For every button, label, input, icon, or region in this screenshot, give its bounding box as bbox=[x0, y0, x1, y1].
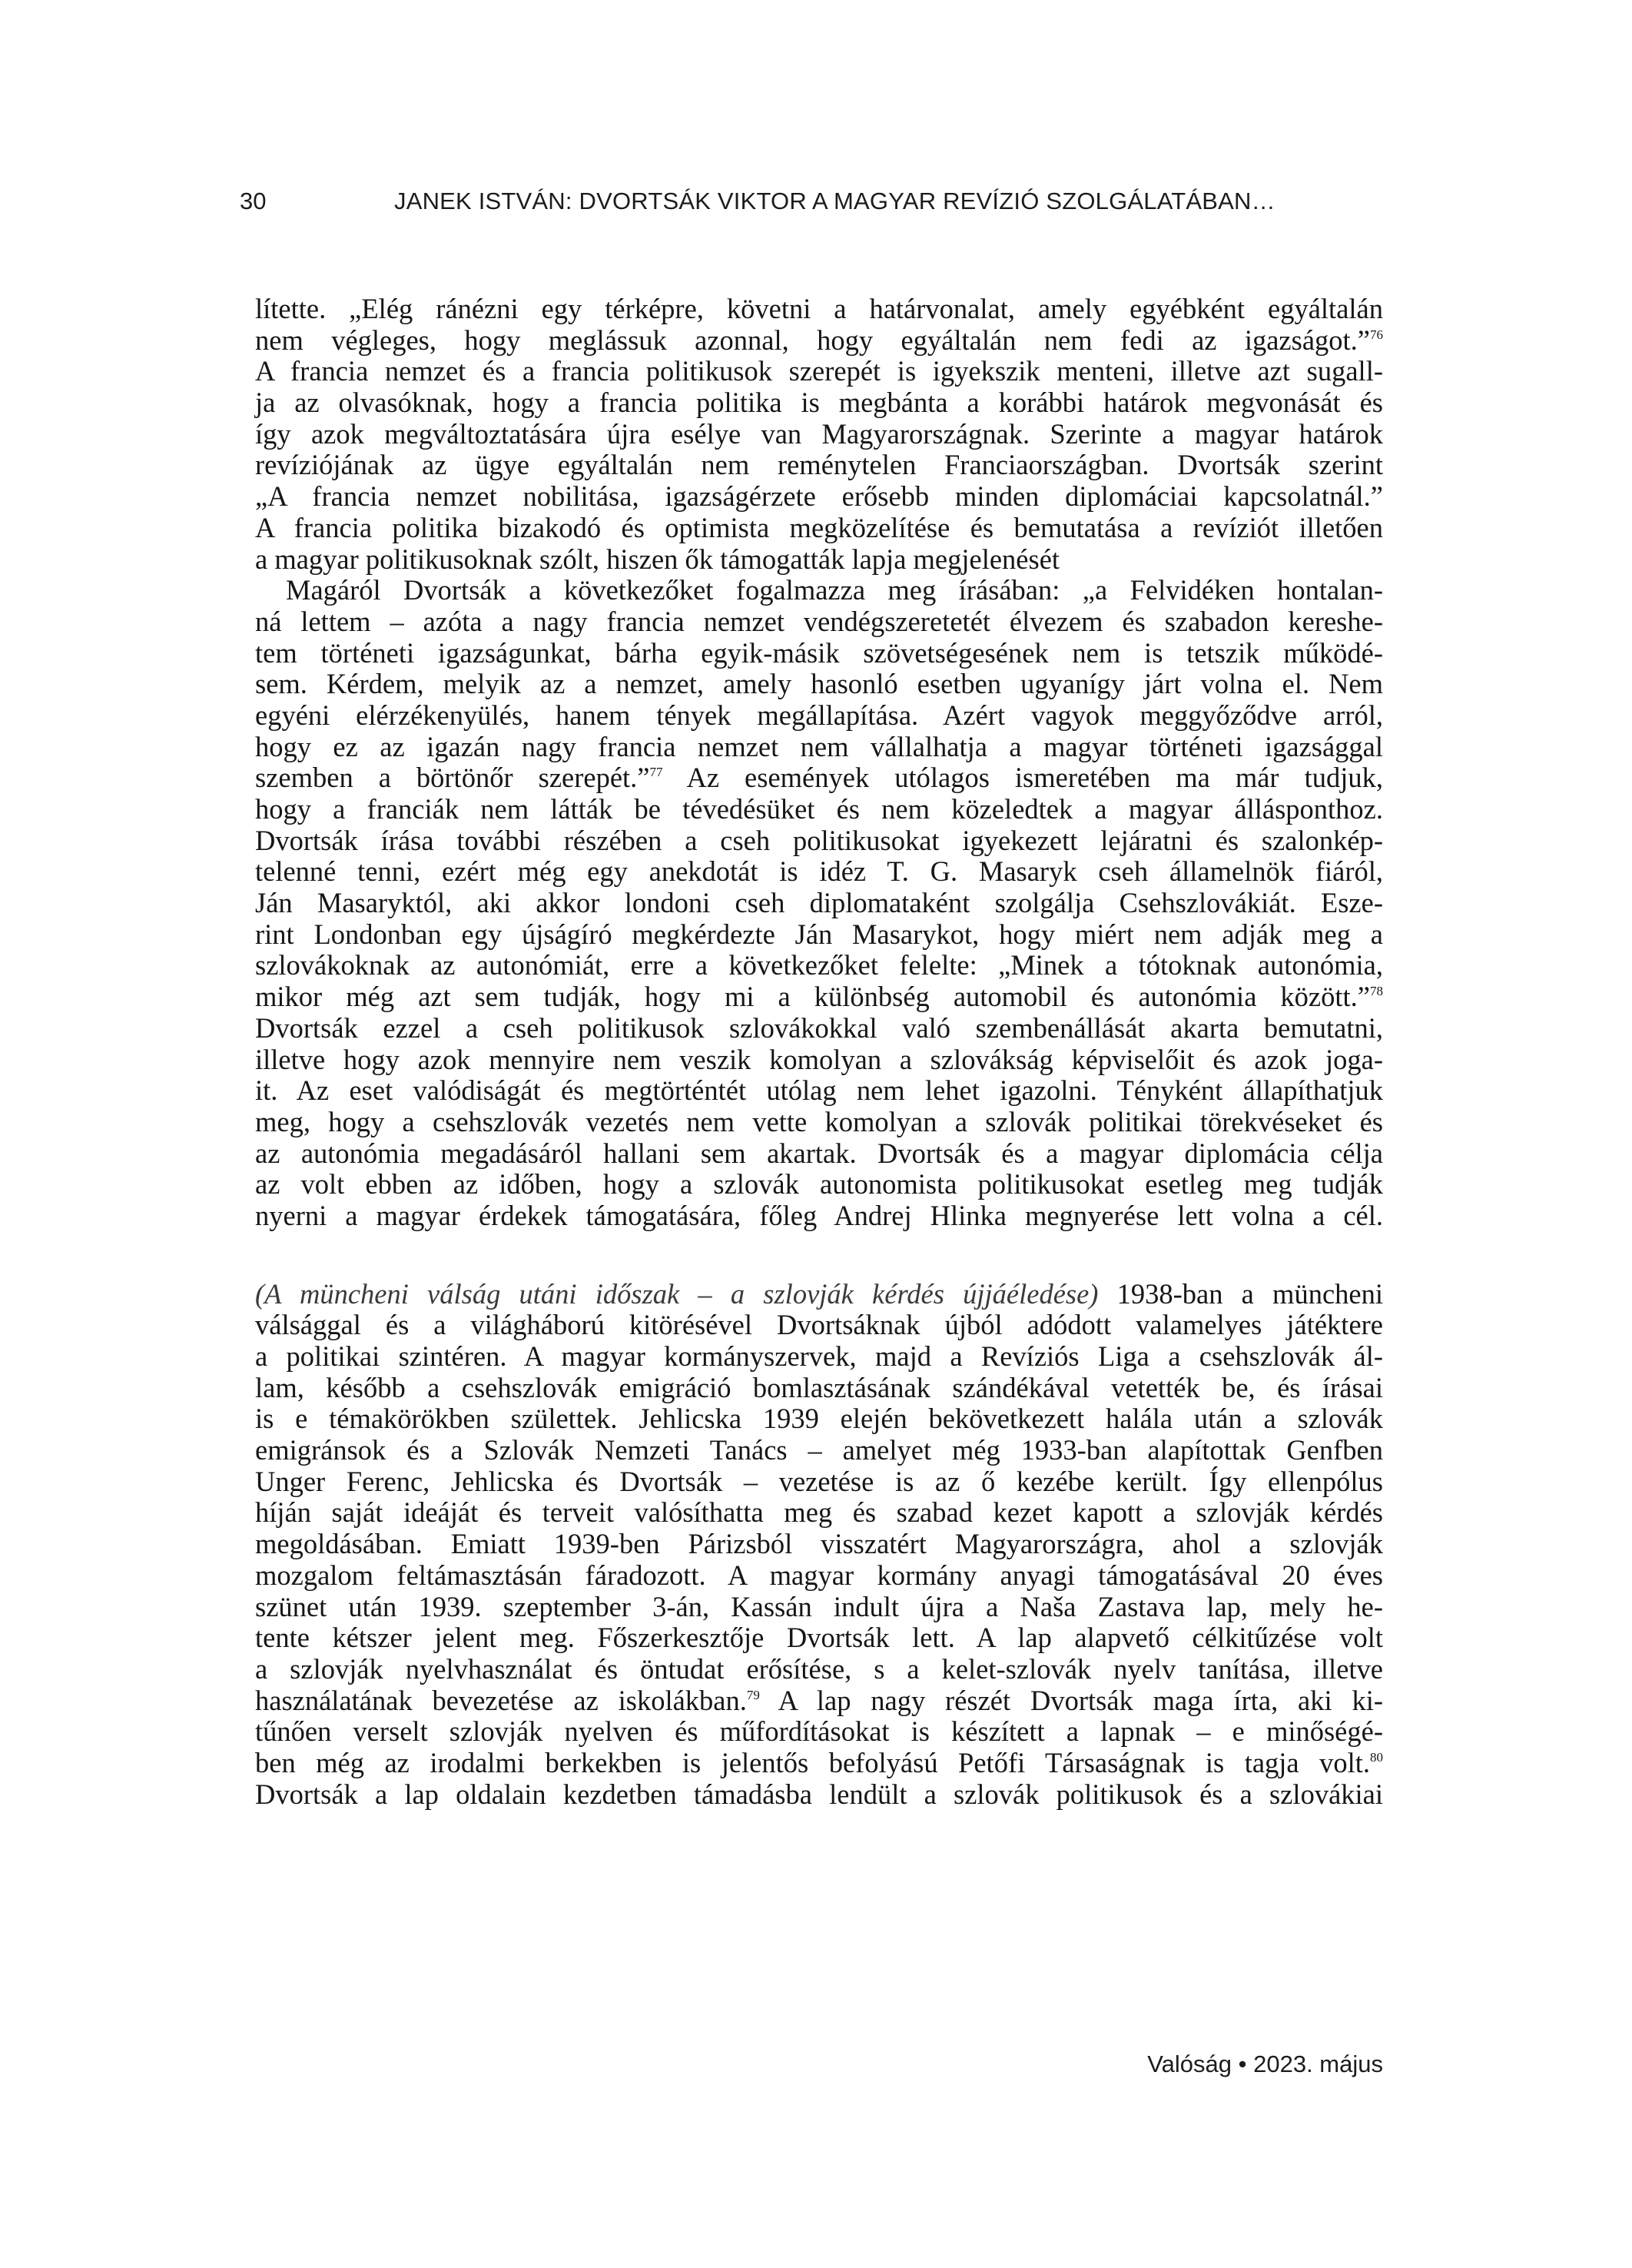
text-line bbox=[255, 325, 1383, 357]
text-segment: ná lettem – azóta a nagy francia nemzet vendégszeretetét élvezem és szabadon kereshe- bbox=[255, 605, 1383, 637]
text-line bbox=[255, 1013, 1383, 1044]
journal-name: Valóság bbox=[1147, 2050, 1232, 2077]
text-segment: lam, később a csehszlovák emigráció bomlasztásának szándékával vetették be, és írásai bbox=[255, 1371, 1383, 1403]
text-segment: emigránsok és a Szlovák Nemzeti Tanács – amelyet még 1933-ban alapítottak Genfben bbox=[255, 1434, 1383, 1466]
text-line bbox=[255, 1107, 1383, 1138]
text-line bbox=[255, 1716, 1383, 1748]
text-segment: nyerni a magyar érdekek támogatására, főleg Andrej Hlinka megnyerése lett volna a cél. bbox=[255, 1199, 1383, 1231]
text-line bbox=[255, 1200, 1383, 1232]
text-line bbox=[255, 825, 1383, 857]
text-segment: szlovákoknak az autonómiát, erre a következőket felelte: „Minek a tótoknak autonómia, bbox=[255, 949, 1383, 981]
text-segment: telenné tenni, ezért még egy anekdotát is idéz T. G. Masaryk cseh államelnök fiáról, bbox=[255, 855, 1383, 888]
text-segment: illetve hogy azok mennyire nem veszik komolyan a szlovákság képviselőit és azok joga- bbox=[255, 1043, 1383, 1075]
text-line bbox=[255, 606, 1383, 638]
text-line bbox=[255, 513, 1383, 544]
text-segment: 1938-ban a müncheni bbox=[1098, 1277, 1383, 1310]
text-segment: az autonómia megadásáról hallani sem akartak. Dvortsák és a magyar diplomácia célja bbox=[255, 1137, 1383, 1169]
text-line bbox=[255, 794, 1383, 825]
text-line bbox=[255, 1169, 1383, 1200]
text-segment: tem történeti igazságunkat, bárha egyik-másik szövetségesének nem is tetszik működé- bbox=[255, 636, 1383, 669]
text-segment: A lap nagy részét Dvortsák maga írta, aki ki- bbox=[759, 1684, 1383, 1716]
text-segment: hogy a franciák nem látták be tévedésüket és nem közeledtek a magyar állásponthoz. bbox=[255, 793, 1383, 825]
text-segment: így azok megváltoztatására újra esélye van Magyarországnak. Szerinte a magyar határok bbox=[255, 417, 1383, 450]
separator-bullet: • bbox=[1238, 2050, 1247, 2077]
text-segment: is e témakörökben születtek. Jehlicska 1939 elején bekövetkezett halála után a szlovák bbox=[255, 1403, 1383, 1435]
text-line bbox=[255, 1310, 1383, 1341]
text-segment: Dvortsák ezzel a cseh politikusok szlovákokkal való szembenállását akarta bemutatni, bbox=[255, 1011, 1383, 1044]
text-line bbox=[255, 950, 1383, 981]
text-segment: válsággal és a világháború kitörésével Dvortsáknak újból adódott valamelyes játéktere bbox=[255, 1309, 1383, 1341]
text-line bbox=[255, 1403, 1383, 1435]
text-segment: szemben a börtönőr szerepét.” bbox=[255, 762, 650, 794]
text-line bbox=[255, 669, 1383, 700]
text-line bbox=[255, 1685, 1383, 1717]
text-line bbox=[255, 981, 1383, 1013]
text-segment: sem. Kérdem, melyik az a nemzet, amely hasonló esetben ugyanígy járt volna el. Nem bbox=[255, 668, 1383, 700]
text-line bbox=[255, 1466, 1383, 1498]
text-segment: it. Az eset valódiságát és megtörténtét utólag nem lehet igazolni. Tényként állapíthatjuk bbox=[255, 1074, 1383, 1107]
text-line bbox=[255, 700, 1383, 732]
text-segment: nem végleges, hogy meglássuk azonnal, hogy egyáltalán nem fedi az igazságot.” bbox=[255, 324, 1370, 356]
text-line bbox=[255, 1044, 1383, 1076]
section-paragraph bbox=[255, 1279, 1383, 1811]
text-segment: megoldásában. Emiatt 1939-ben Párizsból visszatért Magyarországra, ahol a szlovják bbox=[255, 1528, 1383, 1560]
text-segment: ben még az irodalmi berkekben is jelentős befolyású Petőfi Társaságnak is tagja volt. bbox=[255, 1746, 1370, 1778]
text-segment: ja az olvasóknak, hogy a francia politika is megbánta a korábbi határok megvonását és bbox=[255, 387, 1383, 419]
text-line bbox=[255, 387, 1383, 419]
text-segment: híján saját ideáját és terveit valósíthatta meg és szabad kezet kapott a szlovják kérdés bbox=[255, 1496, 1383, 1529]
text-line bbox=[255, 419, 1383, 450]
text-segment: tűnően verselt szlovják nyelven és műfordításokat is készített a lapnak – e minőségé- bbox=[255, 1715, 1383, 1748]
text-line bbox=[255, 888, 1383, 919]
text-segment: szünet után 1939. szeptember 3-án, Kassán indult újra a Naša Zastava lap, mely he- bbox=[255, 1590, 1383, 1622]
footnote-ref[interactable]: 78 bbox=[1370, 984, 1383, 999]
text-segment: tente kétszer jelent meg. Főszerkesztője Dvortsák lett. A lap alapvető célkitűzése volt bbox=[255, 1622, 1383, 1654]
text-line bbox=[255, 1279, 1383, 1310]
text-segment: a politikai szintéren. A magyar kormányszervek, majd a Revíziós Liga a csehszlovák ál- bbox=[255, 1340, 1383, 1372]
text-line bbox=[255, 1748, 1383, 1779]
text-line bbox=[255, 356, 1383, 387]
text-line bbox=[255, 1373, 1383, 1404]
text-segment: a magyar politikusoknak szólt, hiszen ők támogatták lapja megjelenését bbox=[255, 543, 1060, 575]
text-segment: lítette. „Elég ránézni egy térképre, követni a határvonalat, amely egyébként egyáltalán bbox=[255, 293, 1383, 324]
text-segment: használatának bevezetése az iskolákban. bbox=[255, 1684, 747, 1716]
footnote-ref[interactable]: 79 bbox=[746, 1687, 760, 1702]
text-segment: A francia politika bizakodó és optimista megközelítése és bemutatása a revíziót illetően bbox=[255, 511, 1383, 543]
text-line bbox=[255, 294, 1383, 325]
text-segment: mozgalom feltámasztásán fáradozott. A magyar kormány anyagi támogatásával 20 éves bbox=[255, 1559, 1383, 1591]
text-line bbox=[255, 1622, 1383, 1654]
text-segment: „A francia nemzet nobilitása, igazságérzete erősebb minden diplomáciai kapcsolatnál.” bbox=[255, 480, 1383, 513]
text-segment: Dvortsák a lap oldalain kezdetben támadásba lendült a szlovák politikusok és a szlovákiai bbox=[255, 1778, 1383, 1810]
page-footer bbox=[1076, 2050, 1383, 2078]
paragraph bbox=[255, 575, 1383, 1231]
footnote-ref[interactable]: 77 bbox=[649, 765, 663, 780]
text-line bbox=[255, 1435, 1383, 1466]
article-body bbox=[255, 294, 1383, 1810]
text-segment: Unger Ferenc, Jehlicska és Dvortsák – vezetése is az ő kezébe került. Így ellenpólus bbox=[255, 1465, 1383, 1497]
footnote-ref[interactable]: 80 bbox=[1370, 1749, 1383, 1765]
section-gap bbox=[255, 1232, 1383, 1279]
text-segment: A francia nemzet és a francia politikusok szerepét is igyekszik menteni, illetve azt sugall- bbox=[255, 355, 1383, 387]
text-segment: rint Londonban egy újságíró megkérdezte Ján Masarykot, hogy miért nem adják meg a bbox=[255, 918, 1383, 950]
text-segment: Dvortsák írása további részében a cseh politikusokat igyekezett lejáratni és szalonkép- bbox=[255, 824, 1383, 856]
text-line bbox=[255, 1138, 1383, 1170]
text-line bbox=[255, 450, 1383, 481]
text-line bbox=[255, 1560, 1383, 1592]
footnote-ref[interactable]: 76 bbox=[1370, 327, 1383, 342]
text-line bbox=[255, 481, 1383, 513]
text-segment: Magáról Dvortsák a következőket fogalmazza meg írásában: „a Felvidéken hontalan- bbox=[286, 574, 1383, 606]
text-line bbox=[255, 575, 1383, 606]
text-line bbox=[255, 856, 1383, 888]
paragraph bbox=[255, 294, 1383, 575]
text-line bbox=[255, 638, 1383, 669]
running-title: JANEK ISTVÁN: DVORTSÁK VIKTOR A MAGYAR REVÍZIÓ SZOLGÁLATÁBAN… bbox=[394, 188, 1275, 214]
text-line bbox=[255, 1654, 1383, 1685]
text-segment: hogy ez az igazán nagy francia nemzet nem vállalhatja a magyar történeti igazsággal bbox=[255, 730, 1383, 762]
section-title: (A müncheni válság utáni időszak – a szlovják kérdés újjáéledése) bbox=[255, 1277, 1099, 1310]
text-line bbox=[255, 1529, 1383, 1560]
text-segment: egyéni elérzékenyülés, hanem tények megállapítása. Azért vagyok meggyőződve arról, bbox=[255, 699, 1383, 731]
text-segment: az volt ebben az időben, hogy a szlovák autonomista politikusokat esetleg meg tudják bbox=[255, 1168, 1383, 1200]
text-segment: a szlovják nyelvhasználat és öntudat erősítése, s a kelet-szlovák nyelv tanítása, illetve bbox=[255, 1652, 1383, 1685]
text-line bbox=[255, 1075, 1383, 1107]
text-line bbox=[255, 1592, 1383, 1623]
issue-date: 2023. május bbox=[1253, 2050, 1383, 2077]
text-segment: mikor még azt sem tudják, hogy mi a különbség automobil és autonómia között.” bbox=[255, 981, 1370, 1013]
text-line bbox=[255, 1341, 1383, 1373]
text-segment: Az események utólagos ismeretében ma már tudjuk, bbox=[662, 762, 1383, 794]
text-line bbox=[255, 919, 1383, 951]
text-line bbox=[255, 1779, 1383, 1811]
text-segment: revíziójának az ügye egyáltalán nem reménytelen Franciaországban. Dvortsák szerint bbox=[255, 449, 1383, 481]
text-line bbox=[255, 1497, 1383, 1529]
text-segment: Ján Masaryktól, aki akkor londoni cseh diplomataként szolgálja Csehszlovákiát. Esze- bbox=[255, 887, 1383, 919]
text-line bbox=[255, 762, 1383, 794]
text-segment: meg, hogy a csehszlovák vezetés nem vette komolyan a szlovák politikai törekvéseket és bbox=[255, 1105, 1383, 1137]
page-number: 30 bbox=[240, 188, 267, 214]
running-head bbox=[238, 188, 1391, 221]
text-line bbox=[255, 544, 1383, 576]
text-line bbox=[255, 732, 1383, 763]
